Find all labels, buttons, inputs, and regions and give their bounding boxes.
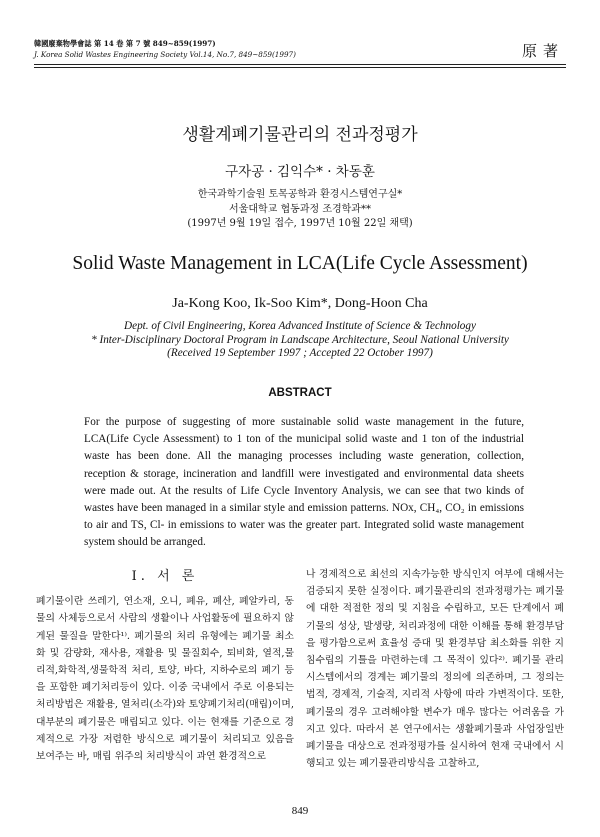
english-affiliation-line: Dept. of Civil Engineering, Korea Advanced Institute of Science & Technology bbox=[124, 320, 476, 332]
abstract-body bbox=[84, 414, 524, 552]
korean-affiliation-line: 서울대학교 협동과정 조경학과** bbox=[229, 203, 371, 215]
english-affiliation-line: * Inter-Disciplinary Doctoral Program in Landscape Architecture, Seoul National University bbox=[91, 333, 509, 346]
header-rule-top bbox=[34, 64, 566, 65]
header-rule-bottom bbox=[34, 67, 566, 68]
korean-affiliation-line: 한국과학기술원 토목공학과 환경시스템연구실* bbox=[197, 189, 403, 200]
right-column bbox=[306, 566, 564, 772]
korean-affiliations bbox=[0, 188, 600, 232]
left-column-paragraph: 폐기물이란 쓰레기, 연소재, 오니, 폐유, 폐산, 폐알카리, 동물의 사체등으로서 사람의 생활이나 사업활동에 필요하지 않게된 물질을 말한다¹⁾. 폐기물의 처리 유형에는 폐기물 최소화 및 감량화, 재사용, 재활용 및 물질회수, 퇴비화, 열적,물리적,화학적,생물학적 처리, 토양, 바다, 지하수로의 폐기 등을 포함한 폐기처리등이 있다. 이중 국내에서 주로 이용되는 처리방법은 재활용, 열처리(소각)와 토양폐기처리(매립)이며, 대부분의 폐기물은 매립되고 있다. 이는 현재를 기준으로 경제적으로 가장 저렴한 방식으로 폐기물이 처리되고 있음을 보여주는 바, 매립 위주의 처리방식이 과연 환경적으로 bbox=[36, 596, 294, 763]
abstract-heading: ABSTRACT bbox=[268, 387, 332, 399]
korean-title: 생활계폐기물관리의 전과정평가 bbox=[182, 125, 418, 145]
section-heading: Ⅰ. 서 론 bbox=[131, 569, 199, 584]
journal-line-english: J. Korea Solid Wastes Engineering Society Vol.14, No.7, 849~859(1997) bbox=[34, 50, 296, 59]
english-affiliations bbox=[0, 320, 600, 361]
journal-line-korean: 韓國廢棄物學會誌 第 14 卷 第 7 號 849~859(1997) bbox=[34, 39, 216, 48]
english-title: Solid Waste Management in LCA(Life Cycle Assessment) bbox=[72, 253, 528, 274]
korean-received-dates: (1997년 9월 19일 접수, 1997년 10월 22일 채택) bbox=[187, 218, 413, 229]
korean-authors: 구자공 · 김익수* · 차동훈 bbox=[225, 164, 375, 180]
journal-header bbox=[34, 38, 296, 60]
abstract-paragraph: For the purpose of suggesting of more sustainable solid waste management in the future, LCA(Life Cycle Assessment) to 1 ton of the municipal solid waste and 1 ton of the industrial waste has been done. All the managing processes including waste generation, collection, reception & storage, incineration and landfill were investigated and environmental data sheets were made out. At the results of Life Cycle Inventory Analysis, we can see that two kinds of wastes have been managed in a similar style and emission patterns. NOx, CH₄, CO₂ in emissions to air and TS, Cl- in emissions to water was the greater part. Integrated solid waste management system should be arranged. bbox=[84, 416, 524, 549]
english-received-dates: (Received 19 September 1997 ; Accepted 22 October 1997) bbox=[167, 347, 433, 359]
right-column-paragraph: 나 경제적으로 최선의 지속가능한 방식인지 여부에 대해서는 검증되지 못한 실정이다. 폐기물관리의 전과정평가는 폐기물에 대한 적절한 정의 및 지침을 수립하고, 모든 단계에서 폐기물의 성상, 발생량, 처리과정에 대한 이해를 통해 환경부담을 평가함으로써 효율성 증대 및 환경부담 최소화를 위한 지침수립의 기틀을 마련하는데 그 목적이 있다²⁾. 폐기물 관리시스템에서의 경계는 폐기물의 정의에 의존하며, 그 정의는 법적, 경제적, 기술적, 지리적 사항에 따라 가변적이다. 또한, 폐기물의 경우 고려해야할 변수가 매우 많다는 어려움을 가지고 있다. 따라서 본 연구에서는 생활폐기물과 사업장일반폐기물을 대상으로 전과정평가를 실시하여 현재 국내에서 시행되고 있는 폐기물관리방식을 고찰하고, bbox=[306, 569, 564, 770]
left-column bbox=[36, 566, 294, 765]
article-type-badge: 原著 bbox=[521, 42, 564, 60]
english-authors: Ja-Kong Koo, Ik-Soo Kim*, Dong-Hoon Cha bbox=[172, 296, 428, 311]
page-number: 849 bbox=[291, 805, 309, 817]
